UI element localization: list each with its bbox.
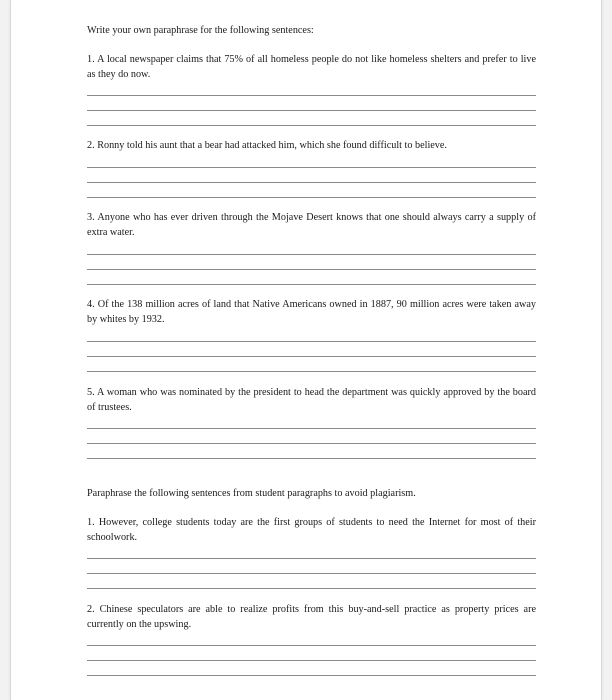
worksheet-page [10, 0, 602, 700]
answer-line[interactable] [87, 255, 536, 270]
section2-answer-lines-2[interactable] [87, 631, 536, 676]
instructions-heading: Write your own paraphrase for the following sentences: [87, 25, 314, 36]
answer-line[interactable] [87, 544, 536, 559]
answer-line[interactable] [87, 111, 536, 126]
answer-line[interactable] [87, 661, 536, 676]
answer-lines-3[interactable] [87, 240, 536, 285]
answer-line[interactable] [87, 414, 536, 429]
answer-line[interactable] [87, 574, 536, 589]
section2-question-1: 1. However, college students today are the first groups of students to need the Internet for most of their schoolwork. [87, 517, 536, 543]
section2-heading: Paraphrase the following sentences from student paragraphs to avoid plagiarism. [87, 488, 416, 499]
answer-lines-2[interactable] [87, 153, 536, 198]
answer-line[interactable] [87, 183, 536, 198]
answer-line[interactable] [87, 429, 536, 444]
answer-line[interactable] [87, 559, 536, 574]
answer-lines-5[interactable] [87, 414, 536, 459]
section2-question-2: 2. Chinese speculators are able to realize profits from this buy-and-sell practice as property prices are currently on the upswing. [87, 604, 536, 630]
answer-line[interactable] [87, 444, 536, 459]
answer-line[interactable] [87, 631, 536, 646]
answer-line[interactable] [87, 168, 536, 183]
question-2: 2. Ronny told his aunt that a bear had attacked him, which she found difficult to believe. [87, 140, 447, 151]
question-4: 4. Of the 138 million acres of land that Native Americans owned in 1887, 90 million acres were taken away by whites by 1932. [87, 299, 536, 325]
answer-line[interactable] [87, 646, 536, 661]
answer-line[interactable] [87, 270, 536, 285]
answer-line[interactable] [87, 240, 536, 255]
answer-line[interactable] [87, 357, 536, 372]
answer-line[interactable] [87, 96, 536, 111]
answer-lines-4[interactable] [87, 327, 536, 372]
question-1: 1. A local newspaper claims that 75% of all homeless people do not like homeless shelters and prefer to live as they do now. [87, 54, 536, 80]
answer-line[interactable] [87, 342, 536, 357]
section2-answer-lines-1[interactable] [87, 544, 536, 589]
question-5: 5. A woman who was nominated by the president to head the department was quickly approved by the board of trustees. [87, 387, 536, 413]
answer-line[interactable] [87, 81, 536, 96]
answer-line[interactable] [87, 327, 536, 342]
answer-line[interactable] [87, 153, 536, 168]
answer-lines-1[interactable] [87, 81, 536, 126]
question-3: 3. Anyone who has ever driven through the Mojave Desert knows that one should always carry a supply of extra water. [87, 212, 536, 238]
